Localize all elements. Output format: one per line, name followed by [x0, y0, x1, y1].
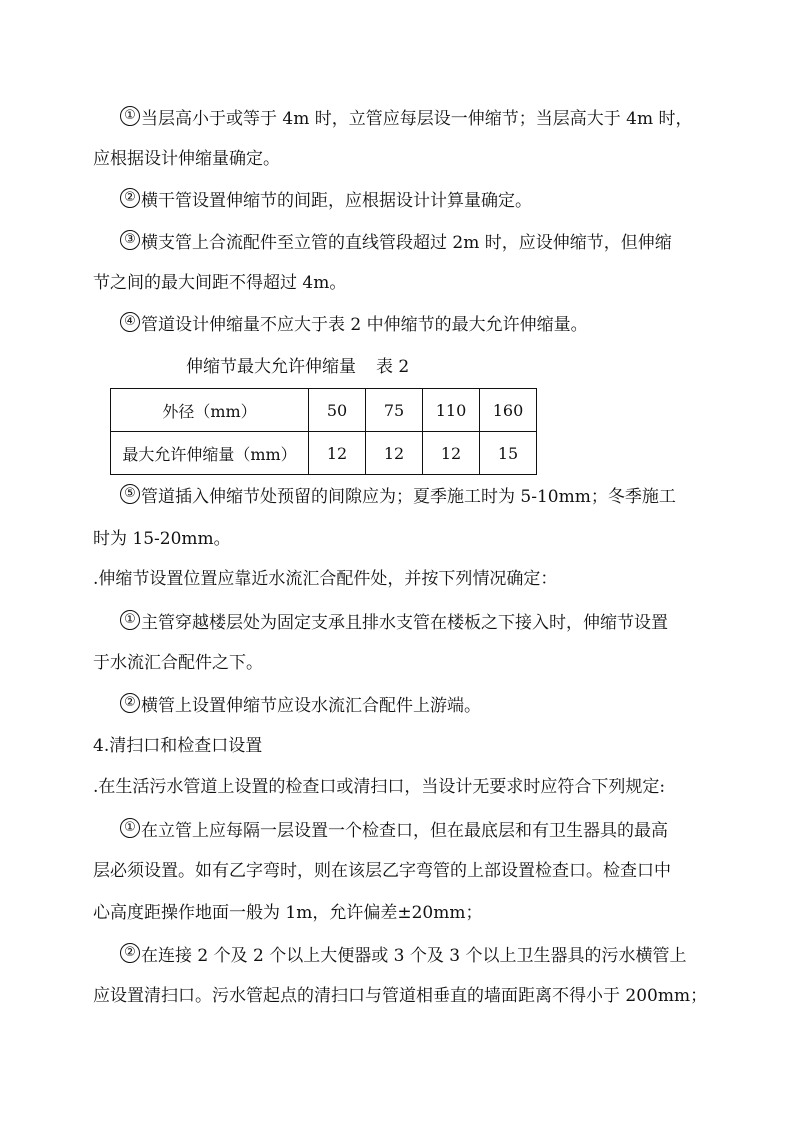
paragraph-1-line-1	[120, 106, 693, 130]
table-cell: 15	[480, 432, 537, 475]
section-4-item-2-line-1	[120, 943, 687, 967]
table-row-header: 最大允许伸缩量（mm）	[111, 432, 309, 475]
circled-number-marker: ⑤	[120, 484, 140, 504]
circled-number-marker: ②	[120, 188, 140, 208]
text-line: 当层高小于或等于 4m 时，立管应每层设一伸缩节；当层高大于 4m 时，	[141, 109, 693, 129]
section-b-item-2-line-1	[120, 693, 481, 717]
paragraph-1-line-2: 应根据设计伸缩量确定。	[93, 149, 280, 169]
table-cell: 12	[309, 432, 366, 475]
circled-number-marker: ②	[120, 693, 140, 713]
table-row	[111, 389, 537, 432]
section-4-item-1-line-1	[120, 818, 668, 842]
text-line: 在连接 2 个及 2 个以上大便器或 3 个及 3 个以上卫生器具的污水横管上	[141, 946, 687, 966]
expansion-table	[110, 388, 537, 475]
table-cell: 12	[366, 432, 423, 475]
circled-number-marker: ③	[120, 230, 140, 250]
section-b-item-1-line-2: 于水流汇合配件之下。	[93, 653, 263, 673]
section-4-item-1-line-2: 层必须设置。如有乙字弯时，则在该层乙字弯管的上部设置检查口。检查口中	[93, 861, 671, 881]
table-cell: 110	[423, 389, 480, 432]
text-line: 横支管上合流配件至立管的直线管段超过 2m 时，应设伸缩节，但伸缩	[141, 233, 672, 253]
table-caption	[186, 356, 409, 378]
table-cell: 50	[309, 389, 366, 432]
section-b-intro: .伸缩节设置位置应靠近水流汇合配件处，并按下列情况确定：	[93, 569, 558, 589]
text-line: 管道设计伸缩量不应大于表 2 中伸缩节的最大允许伸缩量。	[141, 315, 588, 335]
text-line: 横管上设置伸缩节应设水流汇合配件上游端。	[141, 696, 481, 716]
circled-number-marker: ②	[120, 943, 140, 963]
section-4-intro: .在生活污水管道上设置的检查口或清扫口，当设计无要求时应符合下列规定:	[93, 777, 666, 797]
table-cell: 160	[480, 389, 537, 432]
table-row-header: 外径（mm）	[111, 389, 309, 432]
section-4-item-2-line-2: 应设置清扫口。污水管起点的清扫口与管道相垂直的墙面距离不得小于 200mm；	[93, 986, 708, 1006]
section-b-item-1-line-1	[120, 610, 668, 634]
table-cell: 12	[423, 432, 480, 475]
paragraph-2-line-1	[120, 188, 532, 212]
text-line: 主管穿越楼层处为固定支承且排水支管在楼板之下接入时，伸缩节设置	[141, 613, 668, 633]
table-cell: 75	[366, 389, 423, 432]
circled-number-marker: ①	[120, 610, 140, 630]
paragraph-4-line-1	[120, 312, 588, 336]
table-caption-text: 伸缩节最大允许伸缩量	[186, 357, 356, 377]
table-caption-label: 表 2	[376, 357, 410, 377]
paragraph-5-line-2: 时为 15-20mm。	[93, 529, 231, 549]
text-line: 管道插入伸缩节处预留的间隙应为；夏季施工时为 5-10mm；冬季施工	[141, 487, 676, 507]
paragraph-5-line-1	[120, 484, 676, 508]
circled-number-marker: ④	[120, 312, 140, 332]
paragraph-3-line-1	[120, 230, 672, 254]
table-row	[111, 432, 537, 475]
text-line: 横干管设置伸缩节的间距，应根据设计计算量确定。	[141, 191, 532, 211]
circled-number-marker: ①	[120, 818, 140, 838]
text-line: 在立管上应每隔一层设置一个检查口，但在最底层和有卫生器具的最高	[141, 821, 668, 841]
section-4-item-1-line-3: 心高度距操作地面一般为 1m，允许偏差±20mm；	[93, 903, 483, 923]
paragraph-3-line-2: 节之间的最大间距不得超过 4m。	[93, 273, 347, 293]
section-4-heading: 4.清扫口和检查口设置	[93, 736, 263, 756]
circled-number-marker: ①	[120, 106, 140, 126]
